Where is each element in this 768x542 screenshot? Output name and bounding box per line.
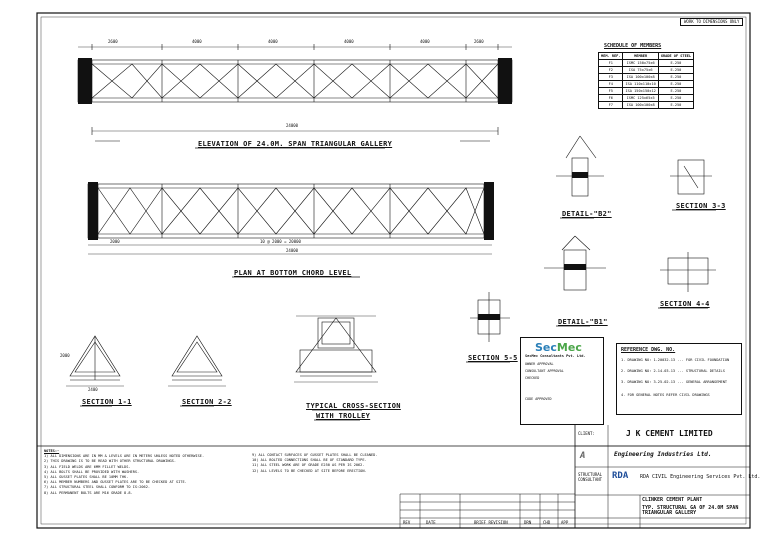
table-row: [599, 74, 694, 81]
table-row: [599, 67, 694, 74]
reference-item: 2. DRAWING NO: 2-14-03-13 ... STRUCTURAL DETAILS: [621, 369, 725, 373]
note-line: 11) ALL STEEL WORK ARE OF GRADE E250 AS PER IS 2062.: [252, 463, 365, 468]
dim-top-4: 4000: [344, 39, 354, 44]
consultant-line: CODE APPROVED: [525, 397, 552, 401]
note-line: 7) ALL STRUCTURAL STEEL SHALL CONFORM TO IS:2062.: [44, 485, 151, 490]
consult-label: STRUCTURAL CONSULTANT: [578, 472, 603, 482]
title-typical-1: TYPICAL CROSS-SECTION: [306, 402, 401, 410]
note-line: 3) ALL FIELD WELDS ARE 6MM FILLET WELDS.: [44, 464, 131, 469]
dim-top-6: 2600: [474, 39, 484, 44]
cell: ISMC 125x65x5: [623, 95, 658, 102]
table-row: [599, 81, 694, 88]
note-line: 4) ALL BOLTS SHALL BE PROVIDED WITH WASHERS.: [44, 469, 140, 474]
cell: ISA 75x75x6: [623, 67, 658, 74]
reference-title: REFERENCE DWG. NO.: [621, 347, 676, 353]
dim-overall: 24000: [286, 123, 299, 128]
rev-header: DATE: [426, 520, 436, 525]
cell: F1: [599, 60, 623, 67]
reference-box: [616, 343, 742, 415]
dim-sec-h: 2000: [60, 353, 70, 358]
title-detail-b1: DETAIL-"B1": [558, 318, 608, 326]
cell: F4: [599, 81, 623, 88]
cell: ISA 150x150x12: [623, 88, 658, 95]
dim-plan-side: 2000: [110, 239, 120, 244]
note-line: 8) ALL PERMANENT BOLTS ARE M16 GRADE 8.8.: [44, 490, 133, 495]
plan-truss: [88, 184, 492, 277]
drawing-title: TYP. STRUCTURAL GA OF 24.0M SPAN TRIANGULAR GALLERY: [642, 505, 739, 516]
notes-right: [252, 453, 402, 474]
rev-header: REV: [403, 520, 411, 525]
note-line: 1) ALL DIMENSIONS ARE IN MM & LEVELS ARE IN METERS UNLESS NOTED OTHERWISE.: [44, 454, 205, 459]
elevation-truss: [78, 44, 512, 148]
schedule-header: GRADE OF STEEL: [658, 53, 693, 60]
notes-left: [44, 449, 244, 496]
schedule-header-row: [599, 53, 694, 60]
table-row: [599, 88, 694, 95]
schedule-header: MEM. REF.: [599, 53, 623, 60]
dim-sec-w: 2400: [88, 387, 98, 392]
note-line: 10) ALL BOLTED CONNECTIONS SHALL BE OF STANDARD TYPE.: [252, 458, 367, 463]
table-row: [599, 102, 694, 109]
consultant-box: [520, 337, 604, 425]
secmec-logo: SecMec: [535, 341, 582, 354]
schedule-header: MEMBER: [623, 53, 658, 60]
title-plan: PLAN AT BOTTOM CHORD LEVEL: [234, 269, 352, 277]
dim-top-5: 4000: [420, 39, 430, 44]
eng-name: Engineering Industries Ltd.: [614, 451, 712, 458]
cell: F6: [599, 95, 623, 102]
notes-heading: NOTES:-: [44, 449, 60, 453]
table-row: [599, 95, 694, 102]
title-section-2-2: SECTION 2-2: [182, 398, 232, 406]
cell: E-250: [658, 81, 693, 88]
consultant-line: OWNER APPROVAL: [525, 362, 554, 366]
logo-mark: A: [580, 451, 586, 461]
consultant-name: SecMec Consultants Pvt. Ltd.: [525, 354, 586, 358]
cell: E-250: [658, 74, 693, 81]
cell: ISA 110x110x10: [623, 81, 658, 88]
rev-header: DRN: [524, 520, 532, 525]
note-line: 5) ALL GUSSET PLATES SHALL BE 10MM THK.: [44, 475, 129, 480]
cell: F2: [599, 67, 623, 74]
schedule-table: [598, 52, 694, 109]
rev-header: CHD: [543, 520, 551, 525]
schedule-title: SCHEDULE OF MEMBERS: [604, 43, 662, 49]
note-line: 9) ALL CONTACT SURFACES OF GUSSET PLATES SHALL BE CLEANED.: [252, 453, 378, 457]
cell: E-250: [658, 67, 693, 74]
reference-item: 3. DRAWING NO: 3-25-02-13 ... GENERAL ARRANGEMENT: [621, 380, 728, 384]
client-name: J K CEMENT LIMITED: [626, 429, 713, 438]
detail-b1: [544, 236, 606, 326]
reference-item: 1. DRAWING NO: 1-20032-13 ... FOR CIVIL FOUNDATION: [621, 358, 730, 362]
stamp: WORK TO DIMENSIONS ONLY: [680, 18, 743, 26]
cell: E-250: [658, 88, 693, 95]
cell: F7: [599, 102, 623, 109]
cell: ISA 100x100x8: [623, 102, 658, 109]
dim-plan-overall: 24000: [286, 248, 299, 253]
title-elevation: ELEVATION OF 24.0M. SPAN TRIANGULAR GALLERY: [198, 140, 393, 148]
client-label: CLIENT:: [578, 431, 595, 436]
cell: E-250: [658, 102, 693, 109]
dim-top-3: 4000: [268, 39, 278, 44]
consultant-line: CHECKED: [525, 376, 540, 380]
dim-top-1: 2600: [108, 39, 118, 44]
rev-header: APP: [561, 520, 569, 525]
dim-top-2: 4000: [192, 39, 202, 44]
cell: ISA 100x100x8: [623, 74, 658, 81]
schedule-of-members: [598, 44, 694, 109]
rev-header: BRIEF REVISION: [474, 520, 508, 525]
cell: E-250: [658, 95, 693, 102]
cell: F3: [599, 74, 623, 81]
project-name: CLINKER CEMENT PLANT: [642, 497, 703, 503]
title-section-4-4: SECTION 4-4: [660, 300, 710, 308]
note-line: 2) THIS DRAWING IS TO BE READ WITH OTHER STRUCTURAL DRAWINGS.: [44, 459, 176, 464]
note-line: 12) ALL LEVELS TO BE CHECKED AT SITE BEFORE ERECTION.: [252, 468, 367, 473]
cell: F5: [599, 88, 623, 95]
section-2-2: [168, 336, 226, 406]
title-detail-b2: DETAIL-"B2": [562, 210, 612, 218]
title-typical-2: WITH TROLLEY: [316, 412, 371, 420]
consultant-company: RDA CIVIL Engineering Services Pvt. Ltd.: [640, 474, 761, 480]
title-section-1-1: SECTION 1-1: [82, 398, 132, 406]
section-1-1: [66, 336, 124, 406]
note-line: 6) ALL MEMBER NUMBERS AND GUSSET PLATES ARE TO BE CHECKED AT SITE.: [44, 480, 187, 485]
title-section-5-5: SECTION 5-5: [468, 354, 518, 362]
section-5-5: [466, 292, 510, 362]
title-section-3-3: SECTION 3-3: [676, 202, 726, 210]
rda-logo: RDA: [612, 471, 629, 481]
reference-item: 4. FOR GENERAL NOTES REFER CIVIL DRAWINGS: [621, 393, 710, 397]
cell: E-250: [658, 60, 693, 67]
table-row: [599, 60, 694, 67]
dim-plan-mid: 10 @ 2000 = 20000: [260, 239, 301, 244]
cell: ISMC 150x75x6: [623, 60, 658, 67]
consultant-line: CONSULTANT APPROVAL: [525, 369, 564, 373]
